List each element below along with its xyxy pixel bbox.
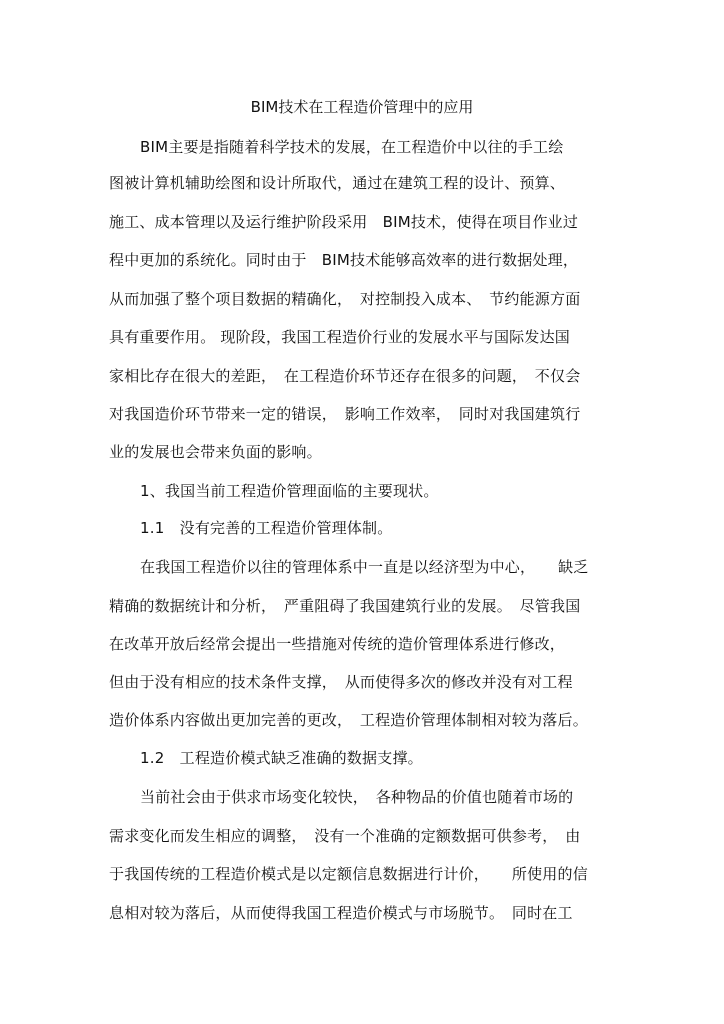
paragraph-line: 从而加强了整个项目数据的精确化， 对控制投入成本、 节约能源方面 — [109, 290, 581, 308]
paragraph-line: 于我国传统的工程造价模式是以定额信息数据进行计价， 所使用的信 — [109, 865, 588, 883]
subsection-heading: 1.2 工程造价模式缺乏准确的数据支撑。 — [140, 749, 423, 767]
section-heading: 1、我国当前工程造价管理面临的主要现状。 — [140, 482, 439, 500]
paragraph-line: 具有重要作用。 现阶段，我国工程造价行业的发展水平与国际发达国 — [109, 328, 570, 346]
paragraph-line: 需求变化而发生相应的调整， 没有一个准确的定额数据可供参考， 由 — [109, 827, 581, 845]
paragraph-line: 当前社会由于供求市场变化较快， 各种物品的价值也随着市场的 — [140, 788, 574, 806]
document-title: BIM技术在工程造价管理中的应用 — [250, 98, 474, 116]
paragraph-line: 程中更加的系统化。同时由于 BIM技术能够高效率的进行数据处理， — [109, 251, 579, 269]
paragraph-line: 业的发展也会带来负面的影响。 — [109, 443, 322, 461]
paragraph-line: 家相比存在很大的差距， 在工程造价环节还存在很多的问题， 不仅会 — [109, 367, 581, 385]
paragraph-line: 造价体系内容做出更加完善的更改， 工程造价管理体制相对较为落后。 — [109, 711, 588, 729]
paragraph-line: 息相对较为落后，从而使得我国工程造价模式与市场脱节。 同时在工 — [109, 904, 573, 922]
paragraph-line: 施工、成本管理以及运行维护阶段采用 BIM技术，使得在项目作业过 — [109, 213, 579, 231]
paragraph-line: 图被计算机辅助绘图和设计所取代，通过在建筑工程的设计、预算、 — [109, 174, 566, 192]
paragraph-line: BIM主要是指随着科学技术的发展，在工程造价中以往的手工绘 — [140, 138, 564, 156]
subsection-heading: 1.1 没有完善的工程造价管理体制。 — [140, 519, 393, 537]
paragraph-line: 在改革开放后经常会提出一些措施对传统的造价管理体系进行修改， — [109, 635, 566, 653]
paragraph-line: 但由于没有相应的技术条件支撑， 从而使得多次的修改并没有对工程 — [109, 673, 573, 691]
paragraph-line: 精确的数据统计和分析， 严重阻碍了我国建筑行业的发展。 尽管我国 — [109, 597, 581, 615]
paragraph-line: 在我国工程造价以往的管理体系中一直是以经济型为中心， 缺乏 — [140, 558, 589, 576]
paragraph-line: 对我国造价环节带来一定的错误， 影响工作效率， 同时对我国建筑行 — [109, 405, 581, 423]
